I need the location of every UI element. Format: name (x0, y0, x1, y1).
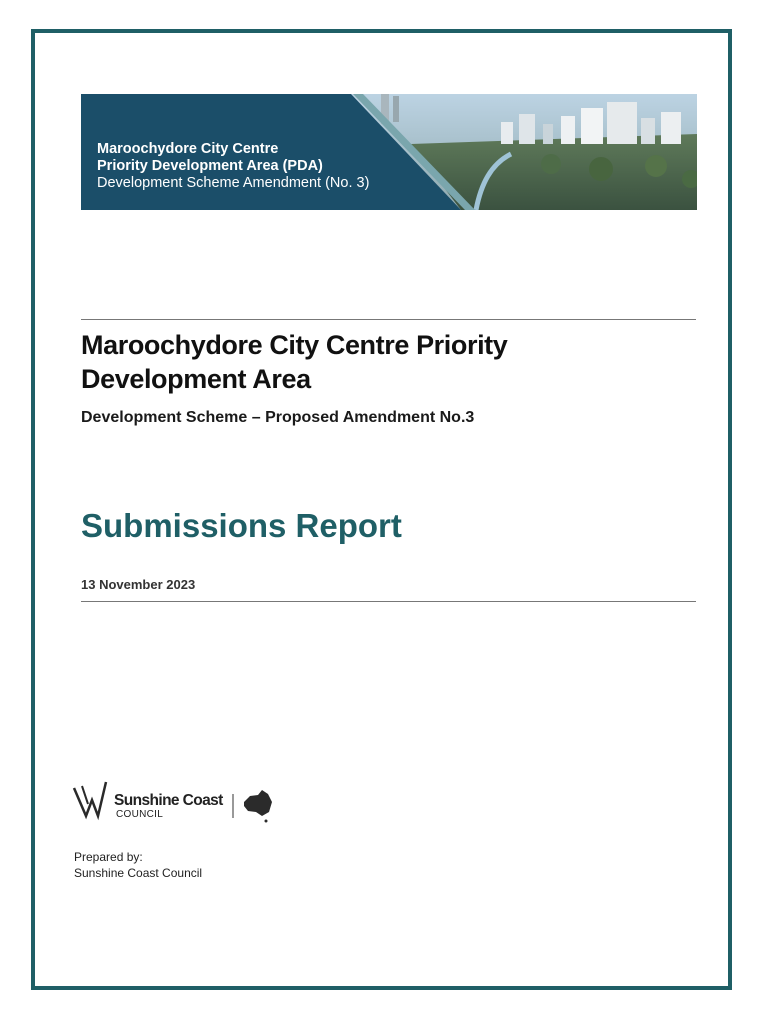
banner-line-3: Development Scheme Amendment (No. 3) (97, 175, 370, 191)
document-title: Maroochydore City Centre Priority Development Area (81, 330, 508, 394)
prepared-org: Sunshine Coast Council (74, 866, 203, 880)
banner-line-1: Maroochydore City Centre (97, 141, 279, 157)
council-logo (72, 776, 282, 824)
prepared-by (74, 849, 202, 881)
header-banner (81, 94, 697, 210)
document-subtitle: Development Scheme – Proposed Amendment No.3 (81, 409, 475, 426)
bottom-divider (81, 601, 696, 602)
council-logo-name: Sunshine Coast (114, 792, 223, 809)
banner-line-2: Priority Development Area (PDA) (97, 158, 323, 174)
council-logo-sub: COUNCIL (116, 809, 164, 820)
report-date: 13 November 2023 (81, 577, 196, 592)
report-title: Submissions Report (81, 507, 402, 544)
prepared-label: Prepared by: (74, 850, 143, 864)
top-divider (81, 319, 696, 320)
